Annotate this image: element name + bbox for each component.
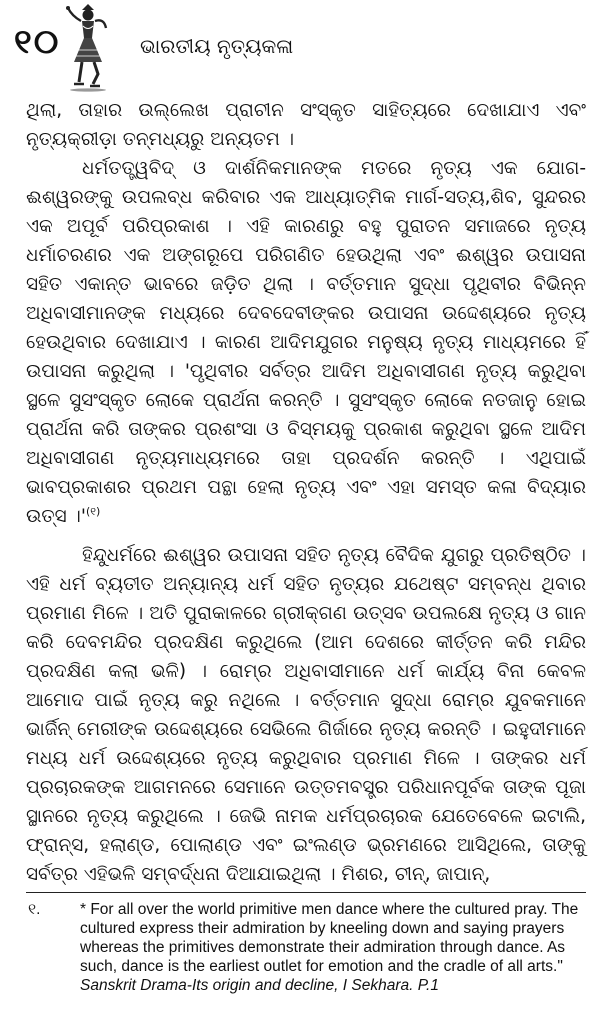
paragraph-2-text: ଧର୍ମତତ୍ତ୍ୱବିଦ୍ ଓ ଦାର୍ଶନିକମାନଙ୍କ ମତରେ ନୃତ୍ୟ ଏକ ଯୋଗ-ଈଶ୍ୱରଙ୍କୁ ଉପଲବ୍ଧ କରିବାର ଏକ ଆଧ୍ୟାତ୍ମିକ ମାର୍ଗ-ସତ୍ୟ,ଶିବ, ସୁନ୍ଦରର ଏକ ଅପୂର୍ବ ପରିପ୍ରକାଶ । ଏହି କାରଣରୁ ବହୁ ପୁରାତନ ସମାଜରେ ନୃତ୍ୟ ଧର୍ମାଚରଣର ଏକ ଅଙ୍ଗରୂପେ ପରିଗଣିତ ହେଉଥିଲା ଏବଂ ଈଶ୍ୱର ଉପାସନା ସହିତ ଏକାନ୍ତ ଭାବରେ ଜଡ଼ିତ ଥିଲା । ବର୍ତ୍ତମାନ ସୁଦ୍ଧା ପୃଥିବୀର ବିଭିନ୍ନ ଅଧିବାସୀମାନଙ୍କ ମଧ୍ୟରେ ଦେବଦେବୀଙ୍କର ଉପାସନା ଉଦ୍ଦେଶ୍ୟରେ ନୃତ୍ୟ ହେଉଥିବାର ଦେଖାଯାଏ । କାରଣ ଆଦିମଯୁଗର ମନୁଷ୍ୟ ନୃତ୍ୟ ମାଧ୍ୟମରେ ହିଁ ଉପାସନା କରୁଥିଲା । 'ପୃଥିବୀର ସର୍ବତ୍ର ଆଦିମ ଅଧିବାସୀଗଣ ନୃତ୍ୟ କରୁଥିବା ସ୍ଥଳେ ସୁସଂସ୍କୃତ ଲୋକେ ପ୍ରାର୍ଥନା କରନ୍ତି । ସୁସଂସ୍କୃତ ଲୋକେ ନତଜାନୁ ହୋଇ ପ୍ରାର୍ଥନା କରି ତାଙ୍କର ପ୍ରଶଂସା ଓ ବିସ୍ମୟକୁ ପ୍ରକାଶ କରୁଥିବା ସ୍ଥଳେ ଆଦିମ ଅଧିବାସୀଗଣ ନୃତ୍ୟମାଧ୍ୟମରେ ତାହା ପ୍ରଦର୍ଶନ କରନ୍ତି । ଏଥିପାଇଁ ଭାବପ୍ରକାଶର ପ୍ରଥମ ପନ୍ଥା ହେଲା ନୃତ୍ୟ ଏବଂ ଏହା ସମସ୍ତ କଳା ବିଦ୍ୟାର ଉତ୍ସ ।' xyxy=(26,158,586,527)
body-text xyxy=(26,96,586,889)
footnote-body xyxy=(80,900,588,995)
paragraph-1: ଥିଲା, ତାହାର ଉଲ୍ଲେଖ ପ୍ରାଚୀନ ସଂସ୍କୃତ ସାହିତ୍ୟରେ ଦେଖାଯାଏ ଏବଂ ନୃତ୍ୟକ୍ରୀଡ଼ା ତନ୍ମଧ୍ୟରୁ ଅନ୍ୟତମ । xyxy=(26,100,586,150)
page-number: ୧୦ xyxy=(14,22,61,62)
paragraph-2 xyxy=(26,154,586,531)
footnote-source: Sanskrit Drama-Its origin and decline, I Sekhara. P.1 xyxy=(80,977,439,994)
dancer-figure-icon xyxy=(60,4,116,92)
footnote-reference: (୧) xyxy=(85,504,101,518)
running-title: ଭାରତୀୟ ନୃତ୍ୟକଳା xyxy=(140,34,294,58)
footnote-text: * For all over the world primitive men dance where the cultured pray. The cultured express their admiration by kneeling down and saying prayers whereas the primitives demonstrate their admiration through dance. As such, dance is the earliest outlet for emotion and the cradle of all arts." xyxy=(80,901,579,975)
footnote-divider xyxy=(26,892,586,893)
paragraph-3: ହିନ୍ଦୁଧର୍ମରେ ଈଶ୍ୱର ଉପାସନା ସହିତ ନୃତ୍ୟ ବୈଦିକ ଯୁଗରୁ ପ୍ରତିଷ୍ଠିତ । ଏହି ଧର୍ମ ବ୍ୟତୀତ ଅନ୍ୟାନ୍ୟ ଧର୍ମ ସହିତ ନୃତ୍ୟର ଯଥେଷ୍ଟ ସମ୍ବନ୍ଧ ଥିବାର ପ୍ରମାଣ ମିଳେ । ଅତି ପୁରାକାଳରେ ଗ୍ରୀକ୍‌ଗଣ ଉତ୍ସବ ଉପଲକ୍ଷେ ନୃତ୍ୟ ଓ ଗାନ କରି ଦେବମନ୍ଦିର ପ୍ରଦକ୍ଷିଣ କରୁଥିଲେ (ଆମ ଦେଶରେ କୀର୍ତ୍ତନ କରି ମନ୍ଦିର ପ୍ରଦକ୍ଷିଣ କଲା ଭଳି) । ରୋମ୍‌ର ଅଧିବାସୀମାନେ ଧର୍ମ କାର୍ଯ୍ୟ ବିନା କେବଳ ଆମୋଦ ପାଇଁ ନୃତ୍ୟ କରୁ ନଥିଲେ । ବର୍ତ୍ତମାନ ସୁଦ୍ଧା ରୋମ୍‌ର ଯୁବକମାନେ ଭାର୍ଜିନ୍ ମେରୀଙ୍କ ଉଦ୍ଦେଶ୍ୟରେ ସେଭିଲେ ଗିର୍ଜାରେ ନୃତ୍ୟ କରନ୍ତି । ଇହୁଦୀମାନେ ମଧ୍ୟ ଧର୍ମ ଉଦ୍ଦେଶ୍ୟରେ ନୃତ୍ୟ କରୁଥିବାର ପ୍ରମାଣ ମିଳେ । ତାଙ୍କର ଧର୍ମ ପ୍ରଚାରକଙ୍କ ଆଗମନରେ ସେମାନେ ଉତ୍ତମବସ୍ତ୍ର ପରିଧାନପୂର୍ବକ ତାଙ୍କ ପୂଜା ସ୍ଥାନରେ ନୃତ୍ୟ କରୁଥିଲେ । ଜେଭି ନାମକ ଧର୍ମପ୍ରଚାରକ ଯେତେବେଳେ ଇଟାଲି, ଫ୍ରାନ୍ସ, ହଲାଣ୍ଡ, ପୋଲାଣ୍ଡ ଏବଂ ଇଂଲଣ୍ଡ ଭ୍ରମଣରେ ଆସିଥିଲେ, ତାଙ୍କୁ ସର୍ବତ୍ର ଏହିଭଳି ସମ୍ବର୍ଦ୍ଧନା ଦିଆଯାଇଥିଲା । ମିଶର, ଚୀନ୍, ଜାପାନ୍, xyxy=(26,545,586,885)
footnote xyxy=(26,900,588,995)
page-header xyxy=(0,0,600,96)
footnote-number: ୧. xyxy=(28,901,41,918)
